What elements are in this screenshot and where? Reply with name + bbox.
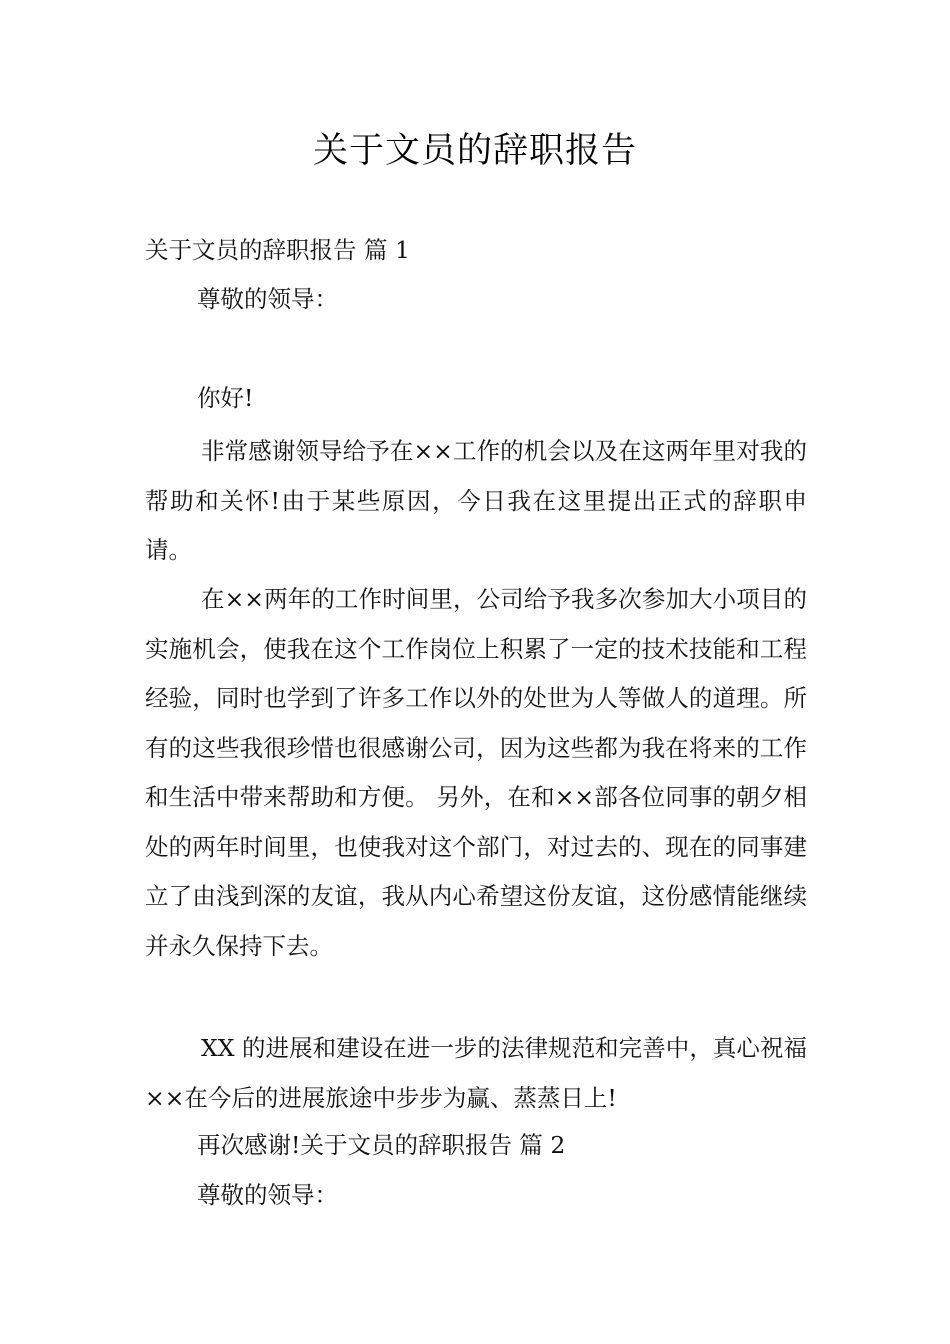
section-1-heading: 关于文员的辞职报告 篇 1 — [145, 236, 410, 264]
paragraph-3 — [145, 1024, 807, 1123]
paragraph-1-text: 非常感谢领导给予在××工作的机会以及在这两年里对我的帮助和关怀!由于某些原因，今日我在这里提出正式的辞职申请。 — [145, 437, 807, 564]
document-title: 关于文员的辞职报告 — [312, 131, 637, 171]
greeting: 你好! — [197, 384, 254, 412]
salutation-1: 尊敬的领导： — [197, 285, 338, 313]
salutation-2: 尊敬的领导： — [197, 1181, 338, 1209]
paragraph-3-text: XX 的进展和建设在进一步的法律规范和完善中，真心祝福××在今后的进展旅途中步步为赢、蒸蒸日上! — [145, 1034, 807, 1112]
closing-and-section-2-heading: 再次感谢!关于文员的辞职报告 篇 2 — [197, 1131, 566, 1159]
paragraph-1 — [145, 427, 807, 576]
paragraph-2-text: 在××两年的工作时间里，公司给予我多次参加大小项目的实施机会，使我在这个工作岗位上积累了一定的技术技能和工程经验，同时也学到了许多工作以外的处世为人等做人的道理。所有的这些我很珍惜也很感谢公司，因为这些都为我在将来的工作和生活中带来帮助和方便。 另外，在和××部各位同事的朝夕相处的两年时间里，也使我对这个部门，对过去的、现在的同事建立了由浅到深的友谊，我从内心希望这份友谊，这份感情能继续并永久保持下去。 — [145, 585, 807, 960]
paragraph-2 — [145, 575, 807, 971]
